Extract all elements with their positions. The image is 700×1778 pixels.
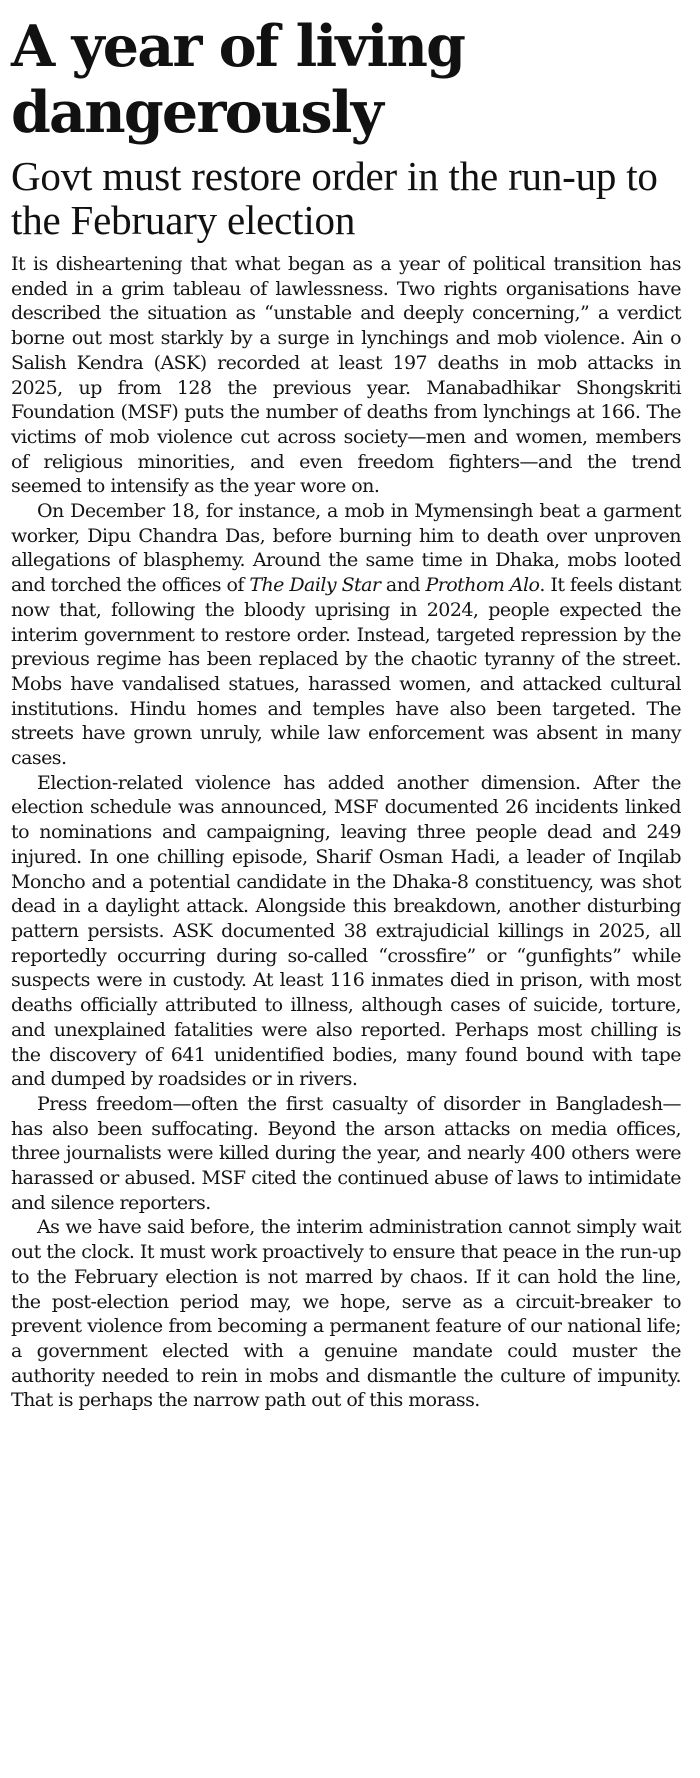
newspaper-name-daily-star: The Daily Star [249, 574, 381, 597]
paragraph-2-text-b: and [380, 574, 426, 597]
subheadline: Govt must restore order in the run-up to the February election [11, 153, 658, 243]
paragraph-2-text-a: On December 18, for instance, a mob in Mymensingh beat a garment worker, Dipu Chandra Das, before burning him to death over unproven allegations of blasphemy. Around the same time in Dhaka, mobs looted and torched the offices of [11, 500, 681, 597]
paragraph-1: It is disheartening that what began as a year of political transition has ended in a grim tableau of lawlessness. Two rights organisations have described the situation as “unstable and deeply concerning,” a verdict borne out most starkly by a surge in lynchings and mob violence. Ain o Salish Kendra (ASK) recorded at least 197 deaths in mob attacks in 2025, up from 128 the previous year. Manabadhikar Shongskriti Foundation (MSF) puts the number of deaths from lynchings at 166. The victims of mob violence cut across society—men and women, members of religious minorities, and even freedom fighters—and the trend seemed to intensify as the year wore on. [11, 253, 681, 498]
editorial-article [11, 14, 681, 1413]
paragraph-4: Press freedom—often the first casualty of disorder in Bangladesh—has also been suffocating. Beyond the arson attacks on media offices, three journalists were killed during the year, and nearly 400 others were harassed or abused. MSF cited the continued abuse of laws to intimidate and silence reporters. [11, 1092, 681, 1214]
paragraph-5: As we have said before, the interim administration cannot simply wait out the clock. It must work proactively to ensure that peace in the run-up to the February election is not marred by chaos. If it can hold the line, the post-election period may, we hope, serve as a circuit-breaker to prevent violence from becoming a permanent feature of our national life; a government elected with a genuine mandate could muster the authority needed to rein in mobs and dismantle the culture of impunity. That is perhaps the narrow path out of this morass. [11, 1216, 681, 1412]
paragraph-3: Election-related violence has added another dimension. After the election schedule was announced, MSF documented 26 incidents linked to nominations and campaigning, leaving three people dead and 249 injured. In one chilling episode, Sharif Osman Hadi, a leader of Inqilab Moncho and a potential candidate in the Dhaka-8 constituency, was shot dead in a daylight attack. Alongside this breakdown, another disturbing pattern persists. ASK documented 38 extrajudicial killings in 2025, all reportedly occurring during so-called “crossfire” or “gunfights” while suspects were in custody. At least 116 inmates died in prison, with most deaths officially attributed to illness, although cases of suicide, torture, and unexplained fatalities were also reported. Perhaps most chilling is the discovery of 641 unidentified bodies, many found bound with tape and dumped by roadsides or in rivers. [11, 771, 681, 1091]
article-body [11, 252, 681, 1413]
paragraph-2-text-c: . It feels distant now that, following the bloody uprising in 2024, people expected the interim government to restore order. Instead, targeted repression by the previous regime has been replaced by the chaotic tyranny of the street. Mobs have vandalised statues, harassed women, and attacked cultural institutions. Hindu homes and temples have also been targeted. The streets have grown unruly, while law enforcement was absent in many cases. [11, 574, 681, 770]
newspaper-name-prothom-alo: Prothom Alo [425, 574, 540, 597]
paragraph-2 [11, 499, 681, 771]
headline: A year of living dangerously [11, 13, 465, 146]
